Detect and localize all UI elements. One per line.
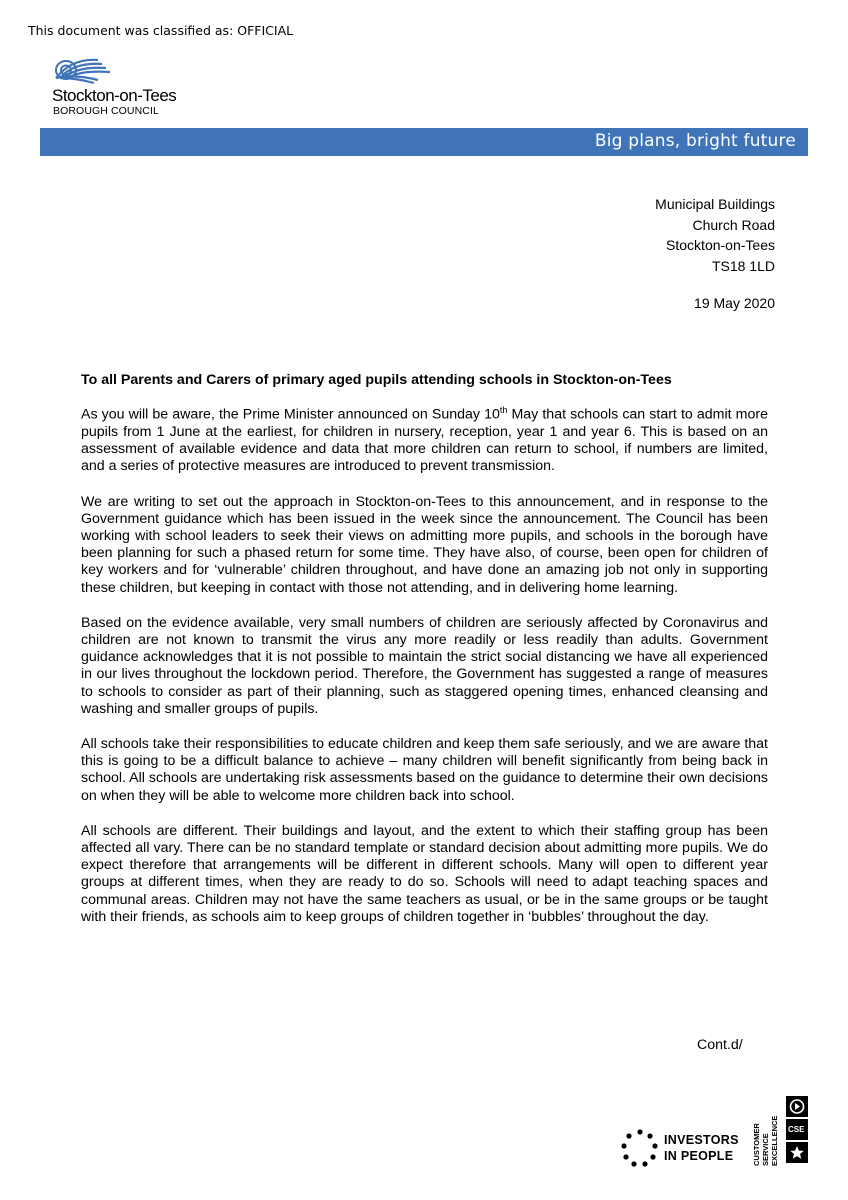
address-line: Municipal Buildings	[655, 196, 775, 212]
investors-in-people-logo	[620, 1128, 740, 1168]
iip-line-1: INVESTORS	[664, 1133, 739, 1147]
continued-marker: Cont.d/	[697, 1037, 743, 1053]
address-line: Stockton-on-Tees	[666, 237, 775, 253]
letter-date: 19 May 2020	[694, 295, 775, 311]
paragraph-1	[81, 402, 768, 476]
paragraph-4: All schools take their responsibilities to educate children and keep them safe seriously, and we are aware that this is going to be a difficult balance to achieve – many children will benefit significantly from being back in school. All schools are undertaking risk assessments based on the guidance to determine their own decisions on when they will be able to welcome more children back into school.	[81, 735, 768, 804]
paragraph-5: All schools are different. Their buildings and layout, and the extent to which their staffing group has been affected all vary. There can be no standard template or standard decision about admitting more pupils. We do expect therefore that arrangements will be different in different schools. Many will open to different year groups at different times, when they are ready to do so. Schools will need to adapt teaching spaces and communal areas. Children may not have the same teachers as usual, or be in the same groups or be taught with their friends, as schools aim to keep groups of children together in ‘bubbles’ throughout the day.	[81, 822, 768, 925]
customer-service-excellence-logo	[752, 1096, 812, 1168]
council-logo-waves-icon	[52, 52, 122, 86]
paragraph-1-superscript: th	[499, 405, 508, 415]
letter-body	[81, 402, 768, 944]
council-logo-subtitle: BOROUGH COUNCIL	[53, 105, 159, 117]
paragraph-1-start: As you will be aware, the Prime Minister announced on Sunday 10	[81, 406, 500, 423]
tagline-text: Big plans, bright future	[594, 131, 796, 151]
play-icon	[786, 1096, 808, 1117]
cse-box	[786, 1119, 808, 1140]
letter-heading: To all Parents and Carers of primary aged pupils attending schools in Stockton-on-Tees	[81, 372, 672, 388]
cse-boxes	[786, 1096, 808, 1165]
iip-line-2: IN PEOPLE	[664, 1149, 734, 1163]
paragraph-1-rest: May that schools can start to admit more pupils from 1 June at the earliest, for children in nursery, reception, year 1 and year 6. This is based on an assessment of available evidence and data that more children can return to school, if numbers are limited, and a series of protective measures are introduced to prevent transmission.	[81, 406, 769, 475]
tagline-banner	[40, 128, 808, 156]
council-logo	[52, 52, 202, 122]
address-line: Church Road	[692, 216, 775, 233]
cse-vertical-line: CUSTOMER	[752, 1123, 761, 1166]
address-line: TS18 1LD	[711, 257, 775, 274]
cse-vertical-line: SERVICE	[761, 1133, 770, 1166]
classification-label: This document was classified as: OFFICIAL	[28, 23, 294, 38]
investors-in-people-text	[664, 1132, 739, 1164]
paragraph-3: Based on the evidence available, very small numbers of children are seriously affected by Coronavirus and children are not known to transmit the virus any more readily or less readily than adults. Government guidance acknowledges that it is not possible to maintain the strict social distancing we have all experienced in our lives throughout the lockdown period. Therefore, the Government has suggested a range of measures to schools to consider as part of their planning, such as staggered opening times, enhanced cleansing and washing and smaller groups of pupils.	[81, 614, 768, 717]
council-logo-name: Stockton-on-Tees	[52, 86, 177, 105]
investors-in-people-emblem-icon	[620, 1128, 660, 1168]
paragraph-2: We are writing to set out the approach in Stockton-on-Tees to this announcement, and in response to the Government guidance which has been issued in the week since the announcement. The Council has been working with school leaders to seek their views on admitting more pupils, and schools in the borough have been planning for such a phased return for some time. They have also, of course, been open for children of key workers and for ‘vulnerable’ children throughout, and have done an amazing job not only in supporting these children, but keeping in contact with those not attending, and in delivering home learning.	[81, 493, 768, 596]
sender-address	[655, 194, 775, 276]
cse-box-label: CSE	[788, 1125, 805, 1134]
star-icon	[786, 1142, 808, 1163]
cse-vertical-line: EXCELLENCE	[770, 1115, 779, 1166]
cse-vertical-text	[752, 1104, 780, 1166]
